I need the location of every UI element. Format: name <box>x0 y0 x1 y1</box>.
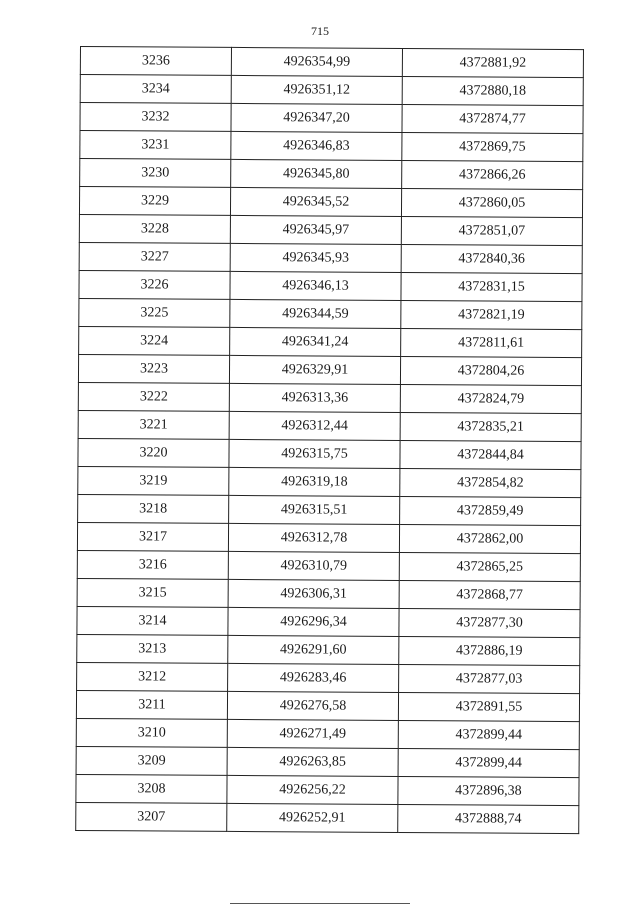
table-row <box>77 662 580 693</box>
point-id-cell: 3225 <box>79 298 230 327</box>
point-id-cell: 3209 <box>76 746 227 775</box>
x-coordinate-cell: 4926291,60 <box>228 635 399 664</box>
point-id-cell: 3228 <box>79 214 230 243</box>
table-row <box>80 131 583 162</box>
y-coordinate-cell: 4372868,77 <box>399 580 580 609</box>
table-row <box>78 438 581 469</box>
y-coordinate-cell: 4372860,05 <box>401 188 582 217</box>
coordinates-table-body <box>76 47 584 834</box>
y-coordinate-cell: 4372854,82 <box>400 468 581 497</box>
point-id-cell: 3231 <box>80 131 231 160</box>
point-id-cell: 3207 <box>76 802 227 831</box>
y-coordinate-cell: 4372844,84 <box>400 440 581 469</box>
point-id-cell: 3212 <box>77 662 228 691</box>
x-coordinate-cell: 4926345,93 <box>230 243 401 272</box>
x-coordinate-cell: 4926354,99 <box>231 47 402 76</box>
x-coordinate-cell: 4926329,91 <box>229 355 400 384</box>
table-row <box>80 159 583 190</box>
y-coordinate-cell: 4372811,61 <box>401 328 582 357</box>
y-coordinate-cell: 4372865,25 <box>399 552 580 581</box>
y-coordinate-cell: 4372896,38 <box>398 776 579 805</box>
table-row <box>76 718 579 749</box>
x-coordinate-cell: 4926312,78 <box>228 523 399 552</box>
x-coordinate-cell: 4926312,44 <box>229 411 400 440</box>
point-id-cell: 3214 <box>77 606 228 635</box>
x-coordinate-cell: 4926345,80 <box>231 159 402 188</box>
y-coordinate-cell: 4372862,00 <box>399 524 580 553</box>
y-coordinate-cell: 4372899,44 <box>398 720 579 749</box>
point-id-cell: 3236 <box>80 47 231 76</box>
y-coordinate-cell: 4372877,30 <box>399 608 580 637</box>
point-id-cell: 3222 <box>78 382 229 411</box>
x-coordinate-cell: 4926346,83 <box>231 131 402 160</box>
page-number: 715 <box>311 24 329 38</box>
coordinates-table <box>75 46 584 834</box>
table-row <box>77 578 580 609</box>
x-coordinate-cell: 4926276,58 <box>227 691 398 720</box>
table-row <box>79 270 582 301</box>
x-coordinate-cell: 4926315,51 <box>229 495 400 524</box>
point-id-cell: 3219 <box>78 466 229 495</box>
table-row <box>79 242 582 273</box>
x-coordinate-cell: 4926319,18 <box>229 467 400 496</box>
point-id-cell: 3226 <box>79 270 230 299</box>
y-coordinate-cell: 4372880,18 <box>402 76 583 105</box>
y-coordinate-cell: 4372877,03 <box>399 664 580 693</box>
table-row <box>80 75 583 106</box>
point-id-cell: 3221 <box>78 410 229 439</box>
x-coordinate-cell: 4926347,20 <box>231 103 402 132</box>
x-coordinate-cell: 4926341,24 <box>230 327 401 356</box>
y-coordinate-cell: 4372840,36 <box>401 244 582 273</box>
y-coordinate-cell: 4372831,15 <box>401 272 582 301</box>
point-id-cell: 3218 <box>78 494 229 523</box>
point-id-cell: 3223 <box>78 354 229 383</box>
point-id-cell: 3232 <box>80 103 231 132</box>
table-row <box>79 214 582 245</box>
point-id-cell: 3217 <box>77 522 228 551</box>
table-row <box>79 298 582 329</box>
table-row <box>77 522 580 553</box>
x-coordinate-cell: 4926271,49 <box>227 719 398 748</box>
table-row <box>80 47 583 78</box>
y-coordinate-cell: 4372851,07 <box>401 216 582 245</box>
y-coordinate-cell: 4372891,55 <box>398 692 579 721</box>
x-coordinate-cell: 4926345,52 <box>230 187 401 216</box>
table-row <box>78 466 581 497</box>
x-coordinate-cell: 4926346,13 <box>230 271 401 300</box>
y-coordinate-cell: 4372835,21 <box>400 412 581 441</box>
point-id-cell: 3234 <box>80 75 231 104</box>
point-id-cell: 3227 <box>79 242 230 271</box>
table-row <box>77 606 580 637</box>
coordinates-table-container <box>75 46 584 834</box>
footer-rule <box>230 903 410 904</box>
point-id-cell: 3208 <box>76 774 227 803</box>
point-id-cell: 3224 <box>79 326 230 355</box>
x-coordinate-cell: 4926252,91 <box>227 803 398 832</box>
point-id-cell: 3230 <box>80 159 231 188</box>
x-coordinate-cell: 4926263,85 <box>227 747 398 776</box>
y-coordinate-cell: 4372869,75 <box>402 132 583 161</box>
point-id-cell: 3216 <box>77 550 228 579</box>
x-coordinate-cell: 4926315,75 <box>229 439 400 468</box>
x-coordinate-cell: 4926296,34 <box>228 607 399 636</box>
y-coordinate-cell: 4372886,19 <box>399 636 580 665</box>
y-coordinate-cell: 4372899,44 <box>398 748 579 777</box>
table-row <box>78 354 581 385</box>
x-coordinate-cell: 4926306,31 <box>228 579 399 608</box>
y-coordinate-cell: 4372888,74 <box>398 804 579 833</box>
point-id-cell: 3213 <box>77 634 228 663</box>
y-coordinate-cell: 4372821,19 <box>401 300 582 329</box>
x-coordinate-cell: 4926283,46 <box>228 663 399 692</box>
table-row <box>76 802 579 833</box>
table-row <box>80 103 583 134</box>
y-coordinate-cell: 4372804,26 <box>400 356 581 385</box>
point-id-cell: 3220 <box>78 438 229 467</box>
table-row <box>79 326 582 357</box>
point-id-cell: 3210 <box>76 718 227 747</box>
y-coordinate-cell: 4372824,79 <box>400 384 581 413</box>
table-row <box>78 494 581 525</box>
y-coordinate-cell: 4372859,49 <box>400 496 581 525</box>
table-row <box>76 690 579 721</box>
table-row <box>76 746 579 777</box>
point-id-cell: 3215 <box>77 578 228 607</box>
x-coordinate-cell: 4926310,79 <box>228 551 399 580</box>
x-coordinate-cell: 4926345,97 <box>230 215 401 244</box>
table-row <box>79 187 582 218</box>
table-row <box>77 550 580 581</box>
table-row <box>78 382 581 413</box>
x-coordinate-cell: 4926344,59 <box>230 299 401 328</box>
table-row <box>76 774 579 805</box>
y-coordinate-cell: 4372881,92 <box>402 48 583 77</box>
table-row <box>77 634 580 665</box>
point-id-cell: 3229 <box>79 187 230 216</box>
y-coordinate-cell: 4372866,26 <box>402 160 583 189</box>
x-coordinate-cell: 4926313,36 <box>229 383 400 412</box>
x-coordinate-cell: 4926351,12 <box>231 75 402 104</box>
table-row <box>78 410 581 441</box>
point-id-cell: 3211 <box>76 690 227 719</box>
x-coordinate-cell: 4926256,22 <box>227 775 398 804</box>
y-coordinate-cell: 4372874,77 <box>402 104 583 133</box>
